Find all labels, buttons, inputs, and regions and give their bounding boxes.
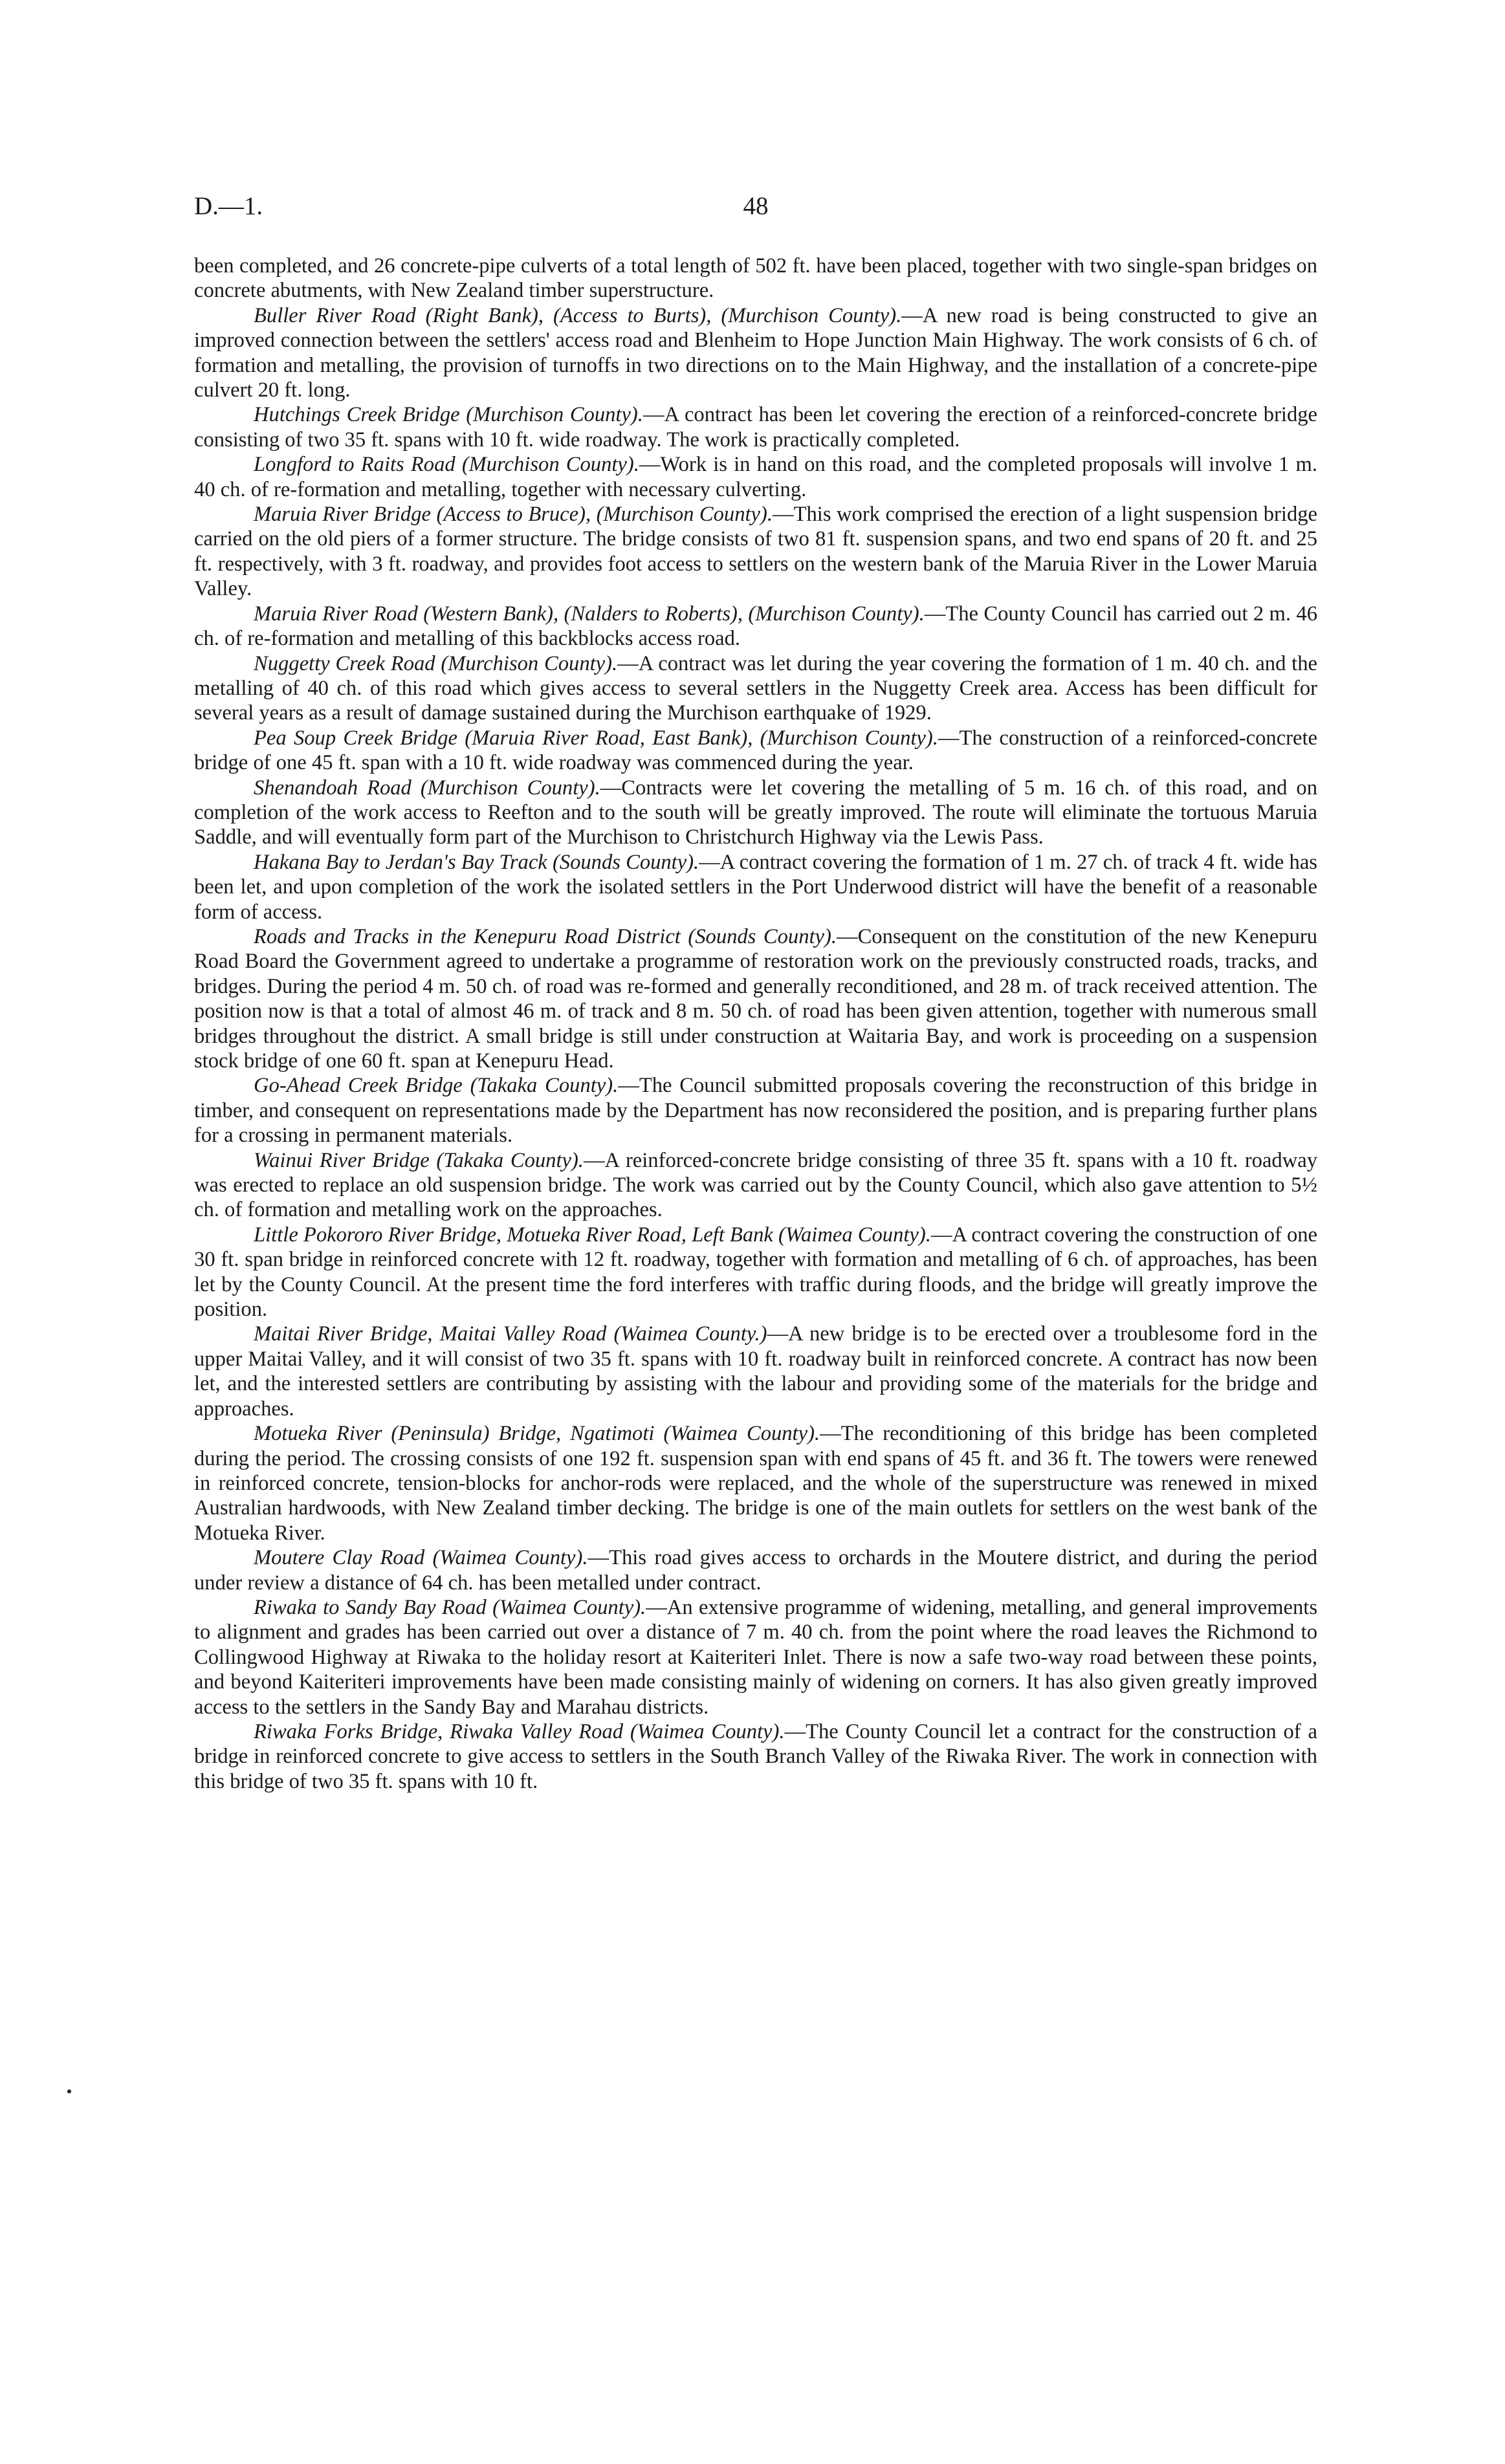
paragraph [194, 1322, 1317, 1421]
paragraph [194, 254, 1317, 303]
paragraph-text: —A reinforced-concrete bridge consisting of three 35 ft. spans with a 10 ft. roadway was erected to replace an old suspension bridge. The work was carried out by the County Council, which also gave attention to 5½ ch. of formation and metalling work on the approaches. [194, 1148, 1317, 1222]
paragraph [194, 776, 1317, 850]
paragraph-text: —A new road is being constructed to give an improved connection between the settlers' access road and Blenheim to Hope Junction Main Highway. The work consists of 6 ch. of formation and metalling, the provision of turnoffs in two directions on to the Main Highway, and the installation of a concrete-pipe culvert 20 ft. long. [194, 303, 1317, 402]
paragraph-heading: Buller River Road (Right Bank), (Access to Burts), (Murchison County). [254, 303, 902, 327]
paragraph-text: —A contract was let during the year covering the formation of 1 m. 40 ch. and the metalling of 40 ch. of this road which gives access to several settlers in the Nuggetty Creek area. Access has been difficult for several years as a result of damage sustained during the Murchison earthquake of 1929. [194, 651, 1317, 725]
paragraph-text: —A contract has been let covering the erection of a reinforced-concrete bridge consisting of two 35 ft. spans with 10 ft. wide roadway. The work is practically completed. [194, 403, 1318, 452]
paragraph-heading: Longford to Raits Road (Murchison County). [254, 453, 639, 477]
paragraph [194, 502, 1317, 602]
paragraph-heading: Maruia River Road (Western Bank), (Nalders to Roberts), (Murchison County). [254, 602, 925, 626]
paragraph-text: —The County Council let a contract for the construction of a bridge in reinforced concrete to give access to settlers in the South Branch Valley of the Riwaka River. The work in connection with this bridge of two 35 ft. spans with 10 ft. [194, 1719, 1317, 1793]
paragraph-heading: Hakana Bay to Jerdan's Bay Track (Sounds County). [254, 850, 699, 874]
margin-mark [67, 2089, 71, 2093]
paragraph-heading: Go-Ahead Creek Bridge (Takaka County). [254, 1074, 619, 1098]
paragraph-text: —An extensive programme of widening, metalling, and general improvements to alignment and grades has been carried out over a distance of 7 m. 40 ch. from the point where the road leaves the Richmond to Collingwood Highway at Riwaka to the holiday resort at Kaiteriteri Inlet. There is now a safe two-way road between these points, and beyond Kaiteriteri improvements have been made consisting mainly of widening on corners. It has also given greatly improved access to the settlers in the Sandy Bay and Marahau districts. [194, 1595, 1318, 1719]
paragraph [194, 1421, 1317, 1545]
paragraph-heading: Moutere Clay Road (Waimea County). [254, 1546, 588, 1570]
paragraph-text: —The Council submitted proposals covering the reconstruction of this bridge in timber, and consequent on representations made by the Department has now reconsidered the position, and is preparing further plans for a crossing in permanent materials. [194, 1074, 1318, 1148]
paragraph-text: —This road gives access to orchards in the Moutere district, and during the period under review a distance of 64 ch. has been metalled under contract. [194, 1546, 1317, 1595]
paragraph [194, 850, 1317, 924]
body-text [194, 254, 1317, 1794]
paragraph-heading: Wainui River Bridge (Takaka County). [254, 1148, 584, 1172]
paragraph-heading: Pea Soup Creek Bridge (Maruia River Road, East Bank), (Murchison County). [254, 726, 938, 750]
paragraph [194, 726, 1317, 776]
paragraph [194, 1545, 1317, 1595]
paragraph [194, 1595, 1317, 1719]
paragraph-heading: Motueka River (Peninsula) Bridge, Ngatimoti (Waimea County). [254, 1422, 820, 1446]
paragraph [194, 452, 1317, 502]
paragraph-text: —Contracts were let covering the metalling of 5 m. 16 ch. of this road, and on completion of the work access to Reefton and to the south will be greatly improved. The route will eliminate the tortuous Maruia Saddle, and will eventually form part of the Murchison to Christchurch Highway via the Lewis Pass. [194, 776, 1317, 849]
paragraph-heading: Shenandoah Road (Murchison County). [254, 776, 600, 800]
paragraph-heading: Maitai River Bridge, Maitai Valley Road (Waimea County.) [254, 1322, 767, 1346]
paragraph-heading: Riwaka to Sandy Bay Road (Waimea County). [254, 1595, 646, 1619]
paragraph [194, 303, 1317, 403]
paragraph-text: —The County Council has carried out 2 m. 46 ch. of re-formation and metalling of this backblocks access road. [194, 602, 1317, 651]
paragraph-text: —A contract covering the formation of 1 m. 27 ch. of track 4 ft. wide has been let, and upon completion of the work the isolated settlers in the Port Underwood district will have the benefit of a reasonable form of access. [194, 850, 1317, 924]
paragraph-text: —A new bridge is to be erected over a troublesome ford in the upper Maitai Valley, and it will consist of two 35 ft. spans with 10 ft. roadway built in reinforced concrete. A contract has now been let, and the interested settlers are contributing by assisting with the labour and providing some of the materials for the bridge and approaches. [194, 1322, 1317, 1421]
paragraph-text: —The reconditioning of this bridge has been completed during the period. The crossing consists of one 192 ft. suspension span with end spans of 45 ft. and 36 ft. The towers were renewed in reinforced concrete, tension-blocks for anchor-rods were replaced, and the whole of the superstructure was renewed in mixed Australian hardwoods, with New Zealand timber decking. The bridge is one of the main outlets for settlers on the west bank of the Motueka River. [194, 1422, 1317, 1545]
paragraph [194, 1073, 1317, 1148]
paragraph-text: —The construction of a reinforced-concrete bridge of one 45 ft. span with a 10 ft. wide roadway was commenced during the year. [194, 726, 1317, 775]
paragraph-heading: Maruia River Bridge (Access to Bruce), (Murchison County). [254, 503, 773, 527]
paragraph [194, 1223, 1317, 1322]
paragraph [194, 1719, 1317, 1794]
paragraph-heading: Little Pokororo River Bridge, Motueka River Road, Left Bank (Waimea County). [254, 1223, 931, 1247]
paragraph-text: been completed, and 26 concrete-pipe culverts of a total length of 502 ft. have been placed, together with two single-span bridges on concrete abutments, with New Zealand timber superstructure. [194, 254, 1317, 303]
paragraph [194, 651, 1317, 726]
page-header [194, 191, 1317, 224]
paragraph-text: —Work is in hand on this road, and the completed proposals will involve 1 m. 40 ch. of re-formation and metalling, together with necessary culverting. [194, 453, 1317, 501]
paragraph [194, 602, 1317, 651]
paragraph-text: —Consequent on the constitution of the new Kenepuru Road Board the Government agreed to undertake a programme of restoration work on the previously constructed roads, tracks, and bridges. During the period 4 m. 50 ch. of road was re-formed and generally reconditioned, and 28 m. of track received attention. The position now is that a total of almost 46 m. of track and 8 m. 50 ch. of road has been given attention, together with numerous small bridges throughout the district. A small bridge is still under construction at Waitaria Bay, and work is proceeding on a suspension stock bridge of one 60 ft. span at Kenepuru Head. [194, 924, 1318, 1073]
paragraph-heading: Hutchings Creek Bridge (Murchison County). [254, 403, 643, 427]
paragraph [194, 402, 1317, 452]
paragraph-text: —This work comprised the erection of a light suspension bridge carried on the old piers of a former structure. The bridge consists of two 81 ft. suspension spans, and two end spans of 20 ft. and 25 ft. respectively, with 3 ft. roadway, and provides foot access to settlers on the western bank of the Maruia River in the Lower Maruia Valley. [194, 503, 1317, 601]
paragraph [194, 924, 1317, 1073]
paragraph [194, 1148, 1317, 1223]
paragraph-text: —A contract covering the construction of one 30 ft. span bridge in reinforced concrete with 12 ft. roadway, together with formation and metalling of 6 ch. of approaches, has been let by the County Council. At the present time the ford interferes with traffic during floods, and the bridge will greatly improve the position. [194, 1223, 1317, 1322]
paragraph-heading: Nuggetty Creek Road (Murchison County). [254, 651, 618, 675]
paragraph-heading: Roads and Tracks in the Kenepuru Road District (Sounds County). [254, 924, 837, 948]
document-reference: D.—1. [194, 192, 263, 220]
page-number: 48 [743, 192, 769, 220]
paragraph-heading: Riwaka Forks Bridge, Riwaka Valley Road (Waimea County). [254, 1719, 785, 1743]
